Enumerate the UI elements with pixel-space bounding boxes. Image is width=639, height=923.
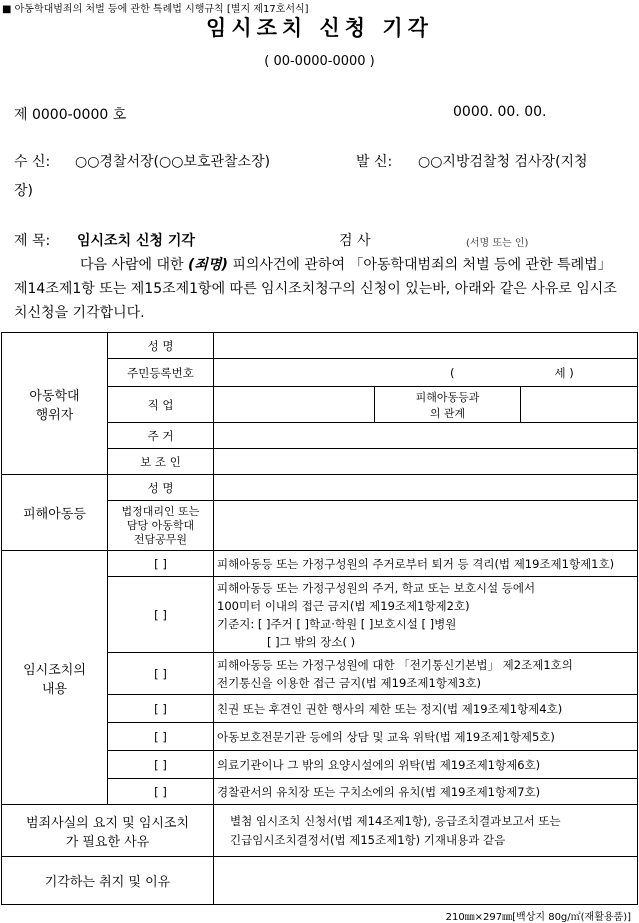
- measure-2-checkbox[interactable]: [ ]: [108, 577, 214, 653]
- rejection-field[interactable]: [214, 857, 638, 905]
- document-number: ( 00-0000-0000 ): [264, 54, 375, 69]
- form-reference: ■ 아동학대범죄의 처벌 등에 관한 특례법 시행규칙 [별지 제17호서식]: [2, 4, 309, 15]
- measure-7-checkbox[interactable]: [ ]: [108, 779, 214, 805]
- paragraph-intro: 다음 사람에 대한: [80, 257, 189, 273]
- age-unit: 세 ): [554, 365, 574, 380]
- victim-section: 피해아동등: [2, 475, 108, 551]
- perpetrator-name-label: 성 명: [108, 333, 214, 359]
- measure-3-checkbox[interactable]: [ ]: [108, 653, 214, 695]
- perpetrator-rrn-field[interactable]: [214, 359, 638, 387]
- measure-4-text: 친권 또는 후견인 권한 행사의 제한 또는 정지(법 제19조제1항제4호): [214, 695, 638, 723]
- measure-4-checkbox[interactable]: [ ]: [108, 695, 214, 723]
- offense-name: (죄명): [188, 257, 228, 273]
- subject-value: 임시조치 신청 기각: [77, 233, 195, 249]
- document-title: 임시조치 신청 기각: [206, 16, 433, 40]
- perpetrator-section: 아동학대 행위자: [2, 333, 108, 475]
- paragraph-body: 피의사건에 관하여 「아동학대범죄의 처벌 등에 관한 특례법」 제14조제1항 또는 제15조제1항에 따른 임시조치청구의 신청이 있는바, 아래와 같은 사유로 임시조치신청을 기각합니다.: [14, 257, 617, 321]
- signature-seal-note: (서명 또는 인): [466, 238, 529, 249]
- measure-6-checkbox[interactable]: [ ]: [108, 751, 214, 779]
- measure-1-checkbox[interactable]: [ ]: [108, 551, 214, 577]
- relation-label: 피해아동등과 의 관계: [375, 387, 521, 423]
- measure-5-text: 아동보호전문기관 등에의 상담 및 교육 위탁(법 제19조제1항제5호): [214, 723, 638, 751]
- victim-name-field[interactable]: [214, 475, 638, 501]
- guardian-label: 보 조 인: [108, 449, 214, 475]
- guardian-field[interactable]: [214, 449, 638, 475]
- measure-3-text: [214, 653, 638, 695]
- registration-number: 제 0000-0000 호: [14, 107, 127, 123]
- form-table: [1, 332, 638, 905]
- measure-3-line-2: 전기통신을 이용한 접근 금지(법 제19조제1항제3호): [217, 675, 481, 690]
- subject-label: 제 목:: [14, 233, 51, 249]
- prosecutor-label: 검 사: [339, 233, 371, 249]
- measure-2-text: [214, 577, 638, 653]
- measure-3-line-1: 피해아동등 또는 가정구성원에 대한 「전기통신기본법」 제2조제1호의: [217, 657, 573, 672]
- reason-value[interactable]: 별첨 임시조치 신청서(법 제14조제1항), 응급조치결과보고서 또는 긴급임시조치결정서(법 제15조제1항) 기재내용과 같음: [214, 805, 638, 857]
- relation-field[interactable]: [521, 387, 638, 423]
- perpetrator-job-field[interactable]: [214, 387, 375, 423]
- representative-field[interactable]: [214, 501, 638, 551]
- paper-spec-note: 210㎜×297㎜[백상지 80g/㎡(재활용품)]: [445, 912, 631, 923]
- perpetrator-address-field[interactable]: [214, 423, 638, 449]
- measures-section: 임시조치의 내용: [2, 551, 108, 805]
- rejection-label: 기각하는 취지 및 이유: [2, 857, 214, 905]
- sender-label: 발 신:: [356, 154, 393, 170]
- measure-2-line-1: 피해아동등 또는 가정구성원의 주거, 학교 또는 보호시설 등에서: [217, 580, 536, 595]
- criteria-line-1: 기준지: [ ]주거 [ ]학교·학원 [ ]보호시설 [ ]병원: [217, 616, 457, 631]
- perpetrator-rrn-label: 주민등록번호: [108, 359, 214, 387]
- perpetrator-address-label: 주 거: [108, 423, 214, 449]
- recipient-label: 수 신:: [14, 154, 51, 170]
- measure-1-text: 피해아동등 또는 가정구성원의 주거로부터 퇴거 등 격리(법 제19조제1항제1호): [214, 551, 638, 577]
- victim-name-label: 성 명: [108, 475, 214, 501]
- perpetrator-name-field[interactable]: [214, 333, 638, 359]
- recipient-value: ○○경찰서장(○○보호관찰소장): [75, 154, 271, 170]
- document-date: 0000. 00. 00.: [453, 104, 547, 120]
- sender-value: ○○지방검찰청 검사장(지청: [418, 154, 588, 170]
- age-open: (: [450, 365, 455, 380]
- measure-2-line-2: 100미터 이내의 접근 금지(법 제19조제1항제2호): [217, 598, 470, 613]
- reason-label: 범죄사실의 요지 및 임시조치 가 필요한 사유: [2, 805, 214, 857]
- body-paragraph: [14, 253, 628, 325]
- sender-value-cont: 장): [14, 183, 33, 199]
- representative-label: 법정대리인 또는 담당 아동학대 전담공무원: [108, 501, 214, 551]
- measure-6-text: 의료기관이나 그 밖의 요양시설에의 위탁(법 제19조제1항제6호): [214, 751, 638, 779]
- criteria-line-2: [ ]그 밖의 장소( ): [267, 634, 356, 649]
- perpetrator-job-label: 직 업: [108, 387, 214, 423]
- measure-5-checkbox[interactable]: [ ]: [108, 723, 214, 751]
- measure-7-text: 경찰관서의 유치장 또는 구치소에의 유치(법 제19조제1항제7호): [214, 779, 638, 805]
